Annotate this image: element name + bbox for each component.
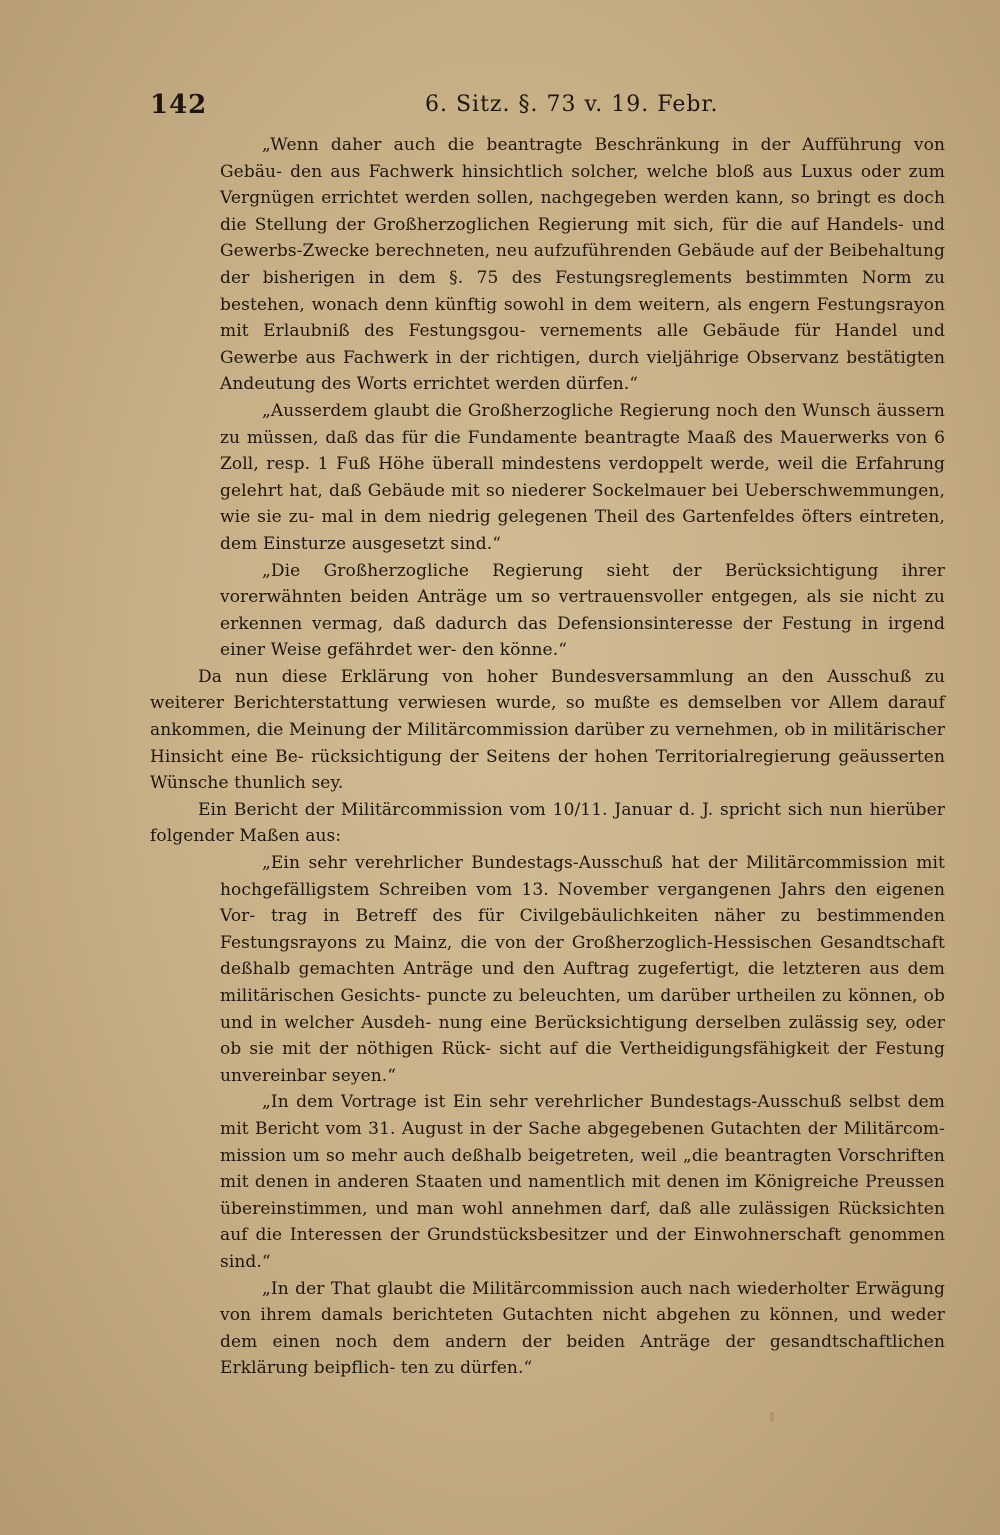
page-header: [150, 90, 945, 130]
quote-paragraph-1: „Wenn daher auch die beantragte Beschränkung in der Aufführung von Gebäu- den aus Fachwerk hinsichtlich solcher, welche bloß aus Luxus oder zum Vergnügen errichtet werden sollen, nachgegeben werden kann, so bringt es doch die Stellung der Großherzoglichen Regierung mit sich, für die auf Handels- und Gewerbs-Zwecke berechneten, neu aufzuführenden Gebäude auf der Beibehaltung der bisherigen in dem §. 75 des Festungsreglements bestimmten Norm zu bestehen, wonach denn künftig sowohl in dem weitern, als engern Festungsrayon mit Erlaubniß des Festungsgou- vernements alle Gebäude für Handel und Gewerbe aus Fachwerk in der richtigen, durch vieljährige Observanz bestätigten Andeutung des Worts errichtet werden dürfen.“: [220, 135, 945, 395]
running-head: 6. Sitz. §. 73 v. 19. Febr.: [425, 92, 719, 117]
quote-paragraph-2: „Ausserdem glaubt die Großherzogliche Regierung noch den Wunsch äussern zu müssen, daß das für die Fundamente beantragte Maaß des Mauerwerks von 6 Zoll, resp. 1 Fuß Höhe überall mindestens verdoppelt werde, weil die Erfahrung gelehrt hat, daß Gebäude mit so niederer Sockelmauer bei Ueberschwemmungen, wie sie zu- mal in dem niedrig gelegenen Theil des Gartenfeldes öfters eintreten, dem Einsturze ausgesetzt sind.“: [220, 400, 945, 554]
ink-speck: [770, 1412, 774, 1422]
body-paragraph-1: Da nun diese Erklärung von hoher Bundesversammlung an den Ausschuß zu weiterer Berichterstattung verwiesen wurde, so mußte es demselben vor Allem darauf ankommen, die Meinung der Militärcommission darüber zu vernehmen, ob in militärischer Hinsicht eine Be- rücksichtigung der Seitens der hohen Territorialregierung geäusserten Wünsche thunlich sey.: [150, 666, 945, 794]
quote-paragraph-6: „In der That glaubt die Militärcommission auch nach wiederholter Erwägung von ihrem damals berichteten Gutachten nicht abgehen zu können, und weder dem einen noch dem andern der beiden Anträge der gesandtschaftlichen Erklärung beipflich- ten zu dürfen.“: [220, 1278, 945, 1379]
page-number: 142: [150, 90, 208, 120]
quote-paragraph-3: „Die Großherzogliche Regierung sieht der Berücksichtigung ihrer vorerwähnten beiden Anträge um so vertrauensvoller entgegen, als sie nicht zu erkennen vermag, daß dadurch das Defensionsinteresse der Festung in irgend einer Weise gefährdet wer- den könne.“: [220, 560, 945, 661]
quote-paragraph-5: „In dem Vortrage ist Ein sehr verehrlicher Bundestags-Ausschuß selbst dem mit Bericht vom 31. August in der Sache abgegebenen Gutachten der Militärcom- mission um so mehr auch deßhalb beigetreten, weil „die beantragten Vorschriften mit denen in anderen Staaten und namentlich mit denen im Königreiche Preussen übereinstimmen, und man wohl annehmen darf, daß alle zulässigen Rücksichten auf die Interessen der Grundstücksbesitzer und der Einwohnerschaft genommen sind.“: [220, 1092, 945, 1272]
page-body: [150, 132, 945, 1382]
quote-paragraph-4: „Ein sehr verehrlicher Bundestags-Ausschuß hat der Militärcommission mit hochgefälligstem Schreiben vom 13. November vergangenen Jahrs den eigenen Vor- trag in Betreff des für Civilgebäulichkeiten näher zu bestimmenden Festungsrayons zu Mainz, die von der Großherzoglich-Hessischen Gesandtschaft deßhalb gemachten Anträge und den Auftrag zugefertigt, die letzteren aus dem militärischen Gesichts- puncte zu beleuchten, um darüber urtheilen zu können, ob und in welcher Ausdeh- nung eine Berücksichtigung derselben zulässig sey, oder ob sie mit der nöthigen Rück- sicht auf die Vertheidigungsfähigkeit der Festung unvereinbar seyen.“: [220, 853, 945, 1086]
body-paragraph-2: Ein Bericht der Militärcommission vom 10/11. Januar d. J. spricht sich nun hierüber folgender Maßen aus:: [150, 799, 945, 847]
